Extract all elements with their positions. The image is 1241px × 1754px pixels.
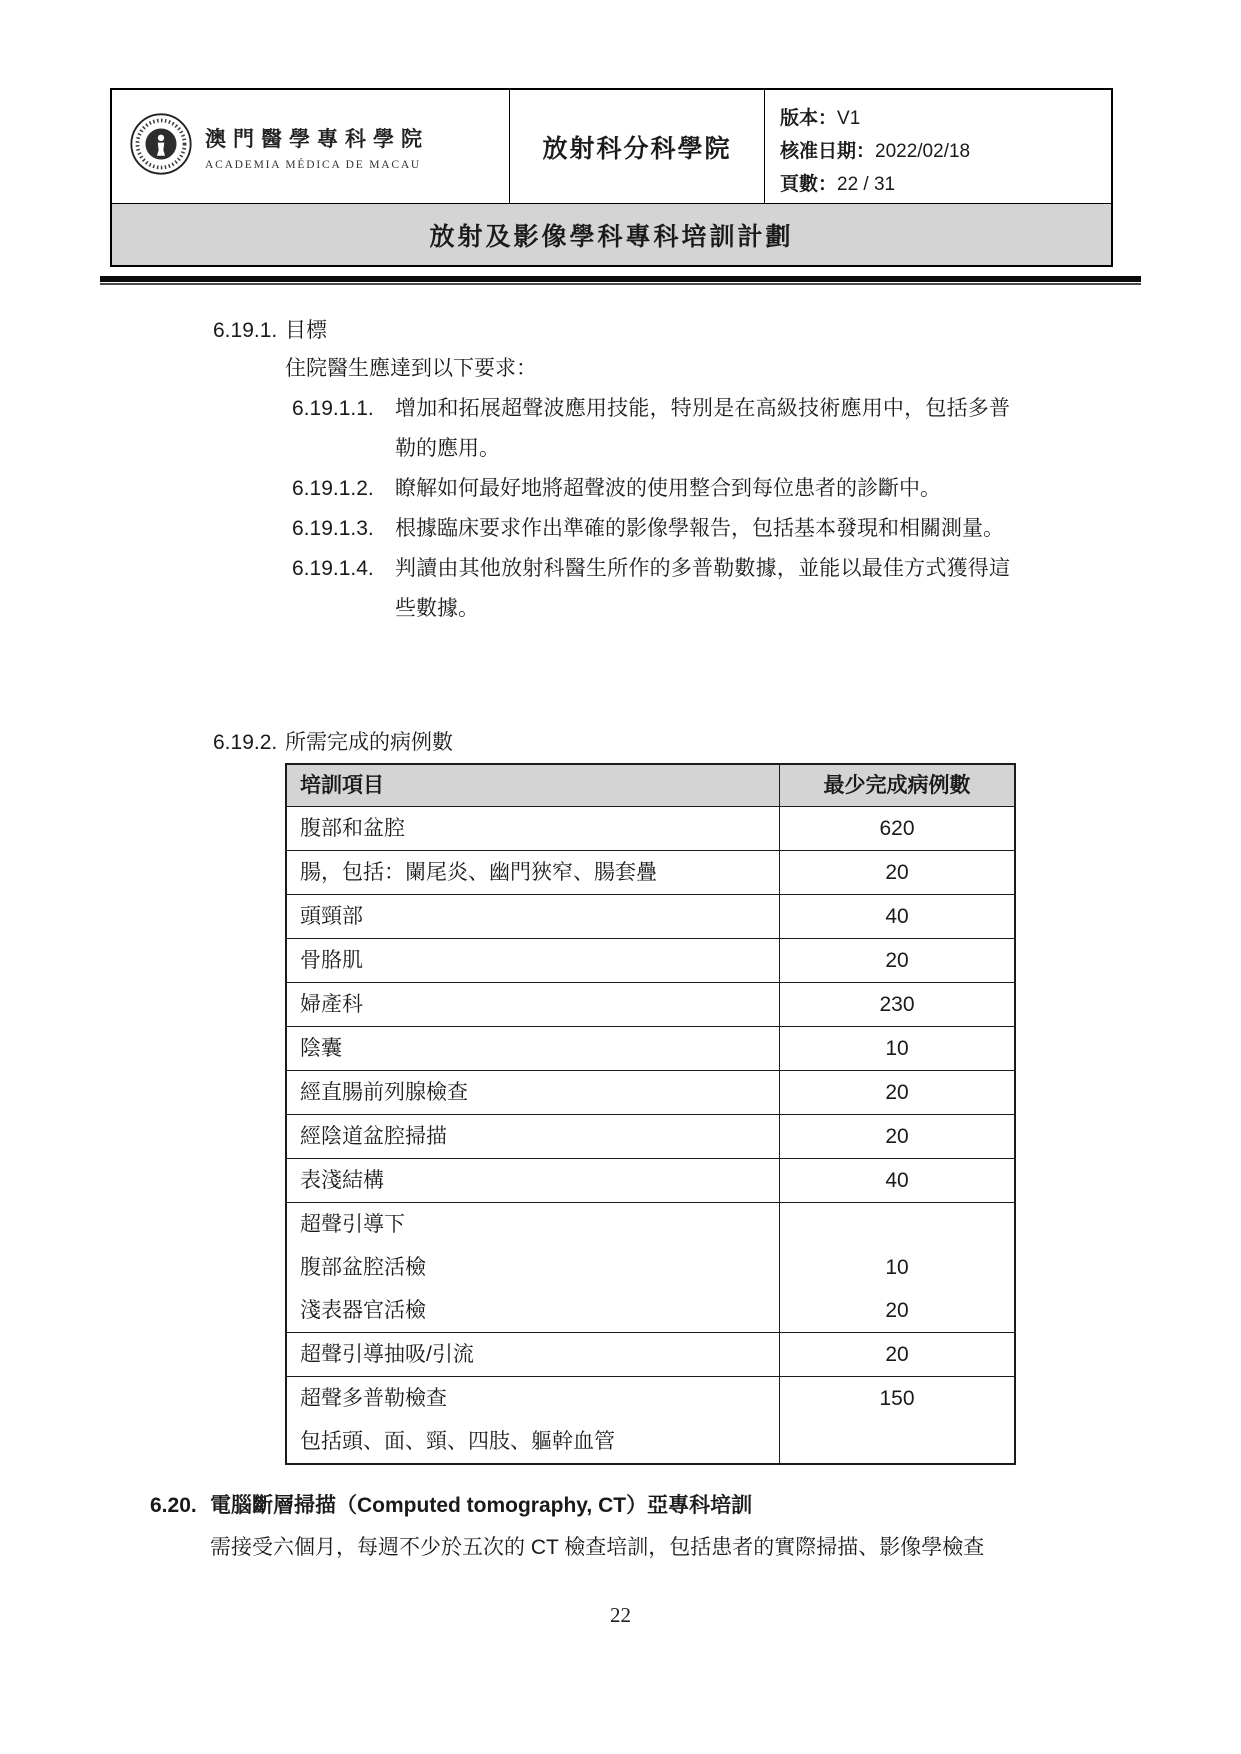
ct-section-body: 需接受六個月，每週不少於五次的 CT 檢查培訓，包括患者的實際掃描、影像學檢查: [210, 1536, 985, 1559]
table-row: [287, 982, 1014, 1026]
min-cases-cell: 20: [885, 1081, 909, 1104]
table-row: [287, 1202, 1014, 1332]
min-cases-cell: 10 20: [885, 1256, 909, 1322]
meta-version-value: V1: [837, 108, 861, 129]
list-item-number: 6.19.1.1.: [292, 397, 374, 420]
training-item-cell: 超聲引導抽吸/引流: [287, 1333, 780, 1376]
section-title: 目標: [285, 319, 327, 342]
list-item-number: 6.19.1.3.: [292, 517, 374, 540]
table-row: [287, 1376, 1014, 1463]
header-divider-rule: [100, 276, 1141, 285]
list-item: [292, 509, 1014, 549]
training-item-cell: 骨胳肌: [287, 939, 780, 982]
column-header-min-cases: 最少完成病例數: [823, 774, 971, 797]
min-cases-cell: 20: [885, 949, 909, 972]
document-meta: [765, 90, 1111, 203]
section-ct-heading: [150, 1489, 752, 1523]
document-header: [110, 88, 1113, 267]
list-item-text: 瞭解如何最好地將超聲波的使用整合到每位患者的診斷中。: [395, 477, 941, 500]
logo-name-latin: ACADEMIA MÉDICA DE MACAU: [205, 158, 422, 171]
min-cases-cell: 150: [879, 1387, 915, 1410]
table-row: [287, 850, 1014, 894]
training-item-cell: 頭頸部: [287, 895, 780, 938]
section-title: 電腦斷層掃描（Computed tomography, CT）亞專科培訓: [210, 1494, 753, 1517]
list-item-text: 判讀由其他放射科醫生所作的多普勒數據，並能以最佳方式獲得這些數據。: [395, 557, 1010, 620]
cases-table-header: [287, 765, 1014, 806]
list-item: [292, 389, 1014, 469]
min-cases-cell: 20: [885, 861, 909, 884]
section-cases-heading: [213, 723, 453, 763]
page-number: 22: [610, 1603, 631, 1627]
list-item-text: 根據臨床要求作出準確的影像學報告，包括基本發現和相關測量。: [395, 517, 1004, 540]
table-row: [287, 1114, 1014, 1158]
min-cases-cell: 40: [885, 1169, 909, 1192]
section-objectives-heading: [213, 311, 327, 351]
logo-cell: [112, 90, 510, 203]
min-cases-cell: 230: [879, 993, 915, 1016]
meta-approval-date-value: 2022/02/18: [875, 141, 971, 162]
table-row: [287, 894, 1014, 938]
min-cases-cell: 40: [885, 905, 909, 928]
cases-table: [285, 763, 1016, 1465]
academy-seal-icon: [129, 112, 193, 181]
college-title: 放射科分科學院: [510, 90, 765, 203]
meta-version-label: 版本：: [780, 108, 838, 129]
logo-text: [205, 123, 429, 171]
table-row: [287, 1026, 1014, 1070]
section-number: 6.19.2.: [213, 731, 278, 754]
training-item-cell: 經陰道盆腔掃描: [287, 1115, 780, 1158]
meta-page-count-value: 22 / 31: [837, 174, 896, 195]
objectives-list: [292, 389, 1014, 629]
training-item-cell: 經直腸前列腺檢查: [287, 1071, 780, 1114]
list-item: [292, 469, 1014, 509]
table-row: [287, 806, 1014, 850]
min-cases-cell: 20: [885, 1343, 909, 1366]
logo-name-chinese: 澳門醫學專科學院: [205, 126, 429, 151]
meta-approval-date-label: 核准日期：: [780, 141, 876, 162]
meta-version: [780, 102, 1111, 135]
table-row: [287, 938, 1014, 982]
cases-table-body: [287, 806, 1014, 1463]
min-cases-cell: 620: [879, 817, 915, 840]
list-item-text: 增加和拓展超聲波應用技能，特別是在高級技術應用中，包括多普勒的應用。: [395, 397, 1010, 460]
section-title: 所需完成的病例數: [285, 731, 453, 754]
list-item-number: 6.19.1.4.: [292, 557, 374, 580]
list-item-number: 6.19.1.2.: [292, 477, 374, 500]
list-item: [292, 549, 1014, 629]
meta-page-count: [780, 168, 1111, 201]
table-row: [287, 1158, 1014, 1202]
plan-banner-title: 放射及影像學科專科培訓計劃: [112, 203, 1111, 265]
min-cases-cell: 10: [885, 1037, 909, 1060]
meta-approval-date: [780, 135, 1111, 168]
training-item-cell: 超聲引導下 腹部盆腔活檢 淺表器官活檢: [287, 1203, 780, 1332]
training-item-cell: 腹部和盆腔: [287, 807, 780, 850]
objectives-intro: 住院醫生應達到以下要求：: [285, 357, 537, 380]
min-cases-cell: 20: [885, 1125, 909, 1148]
training-item-cell: 超聲多普勒檢查 包括頭、面、頸、四肢、軀幹血管: [287, 1377, 780, 1463]
training-item-cell: 腸，包括：闌尾炎、幽門狹窄、腸套疊: [287, 851, 780, 894]
training-item-cell: 表淺結構: [287, 1159, 780, 1202]
training-item-cell: 陰囊: [287, 1027, 780, 1070]
meta-page-count-label: 頁數：: [780, 174, 838, 195]
column-header-training-item: 培訓項目: [287, 765, 780, 806]
section-number: 6.20.: [150, 1494, 197, 1517]
table-row: [287, 1332, 1014, 1376]
training-item-cell: 婦產科: [287, 983, 780, 1026]
academy-logo: [129, 112, 429, 181]
section-number: 6.19.1.: [213, 319, 278, 342]
table-row: [287, 1070, 1014, 1114]
